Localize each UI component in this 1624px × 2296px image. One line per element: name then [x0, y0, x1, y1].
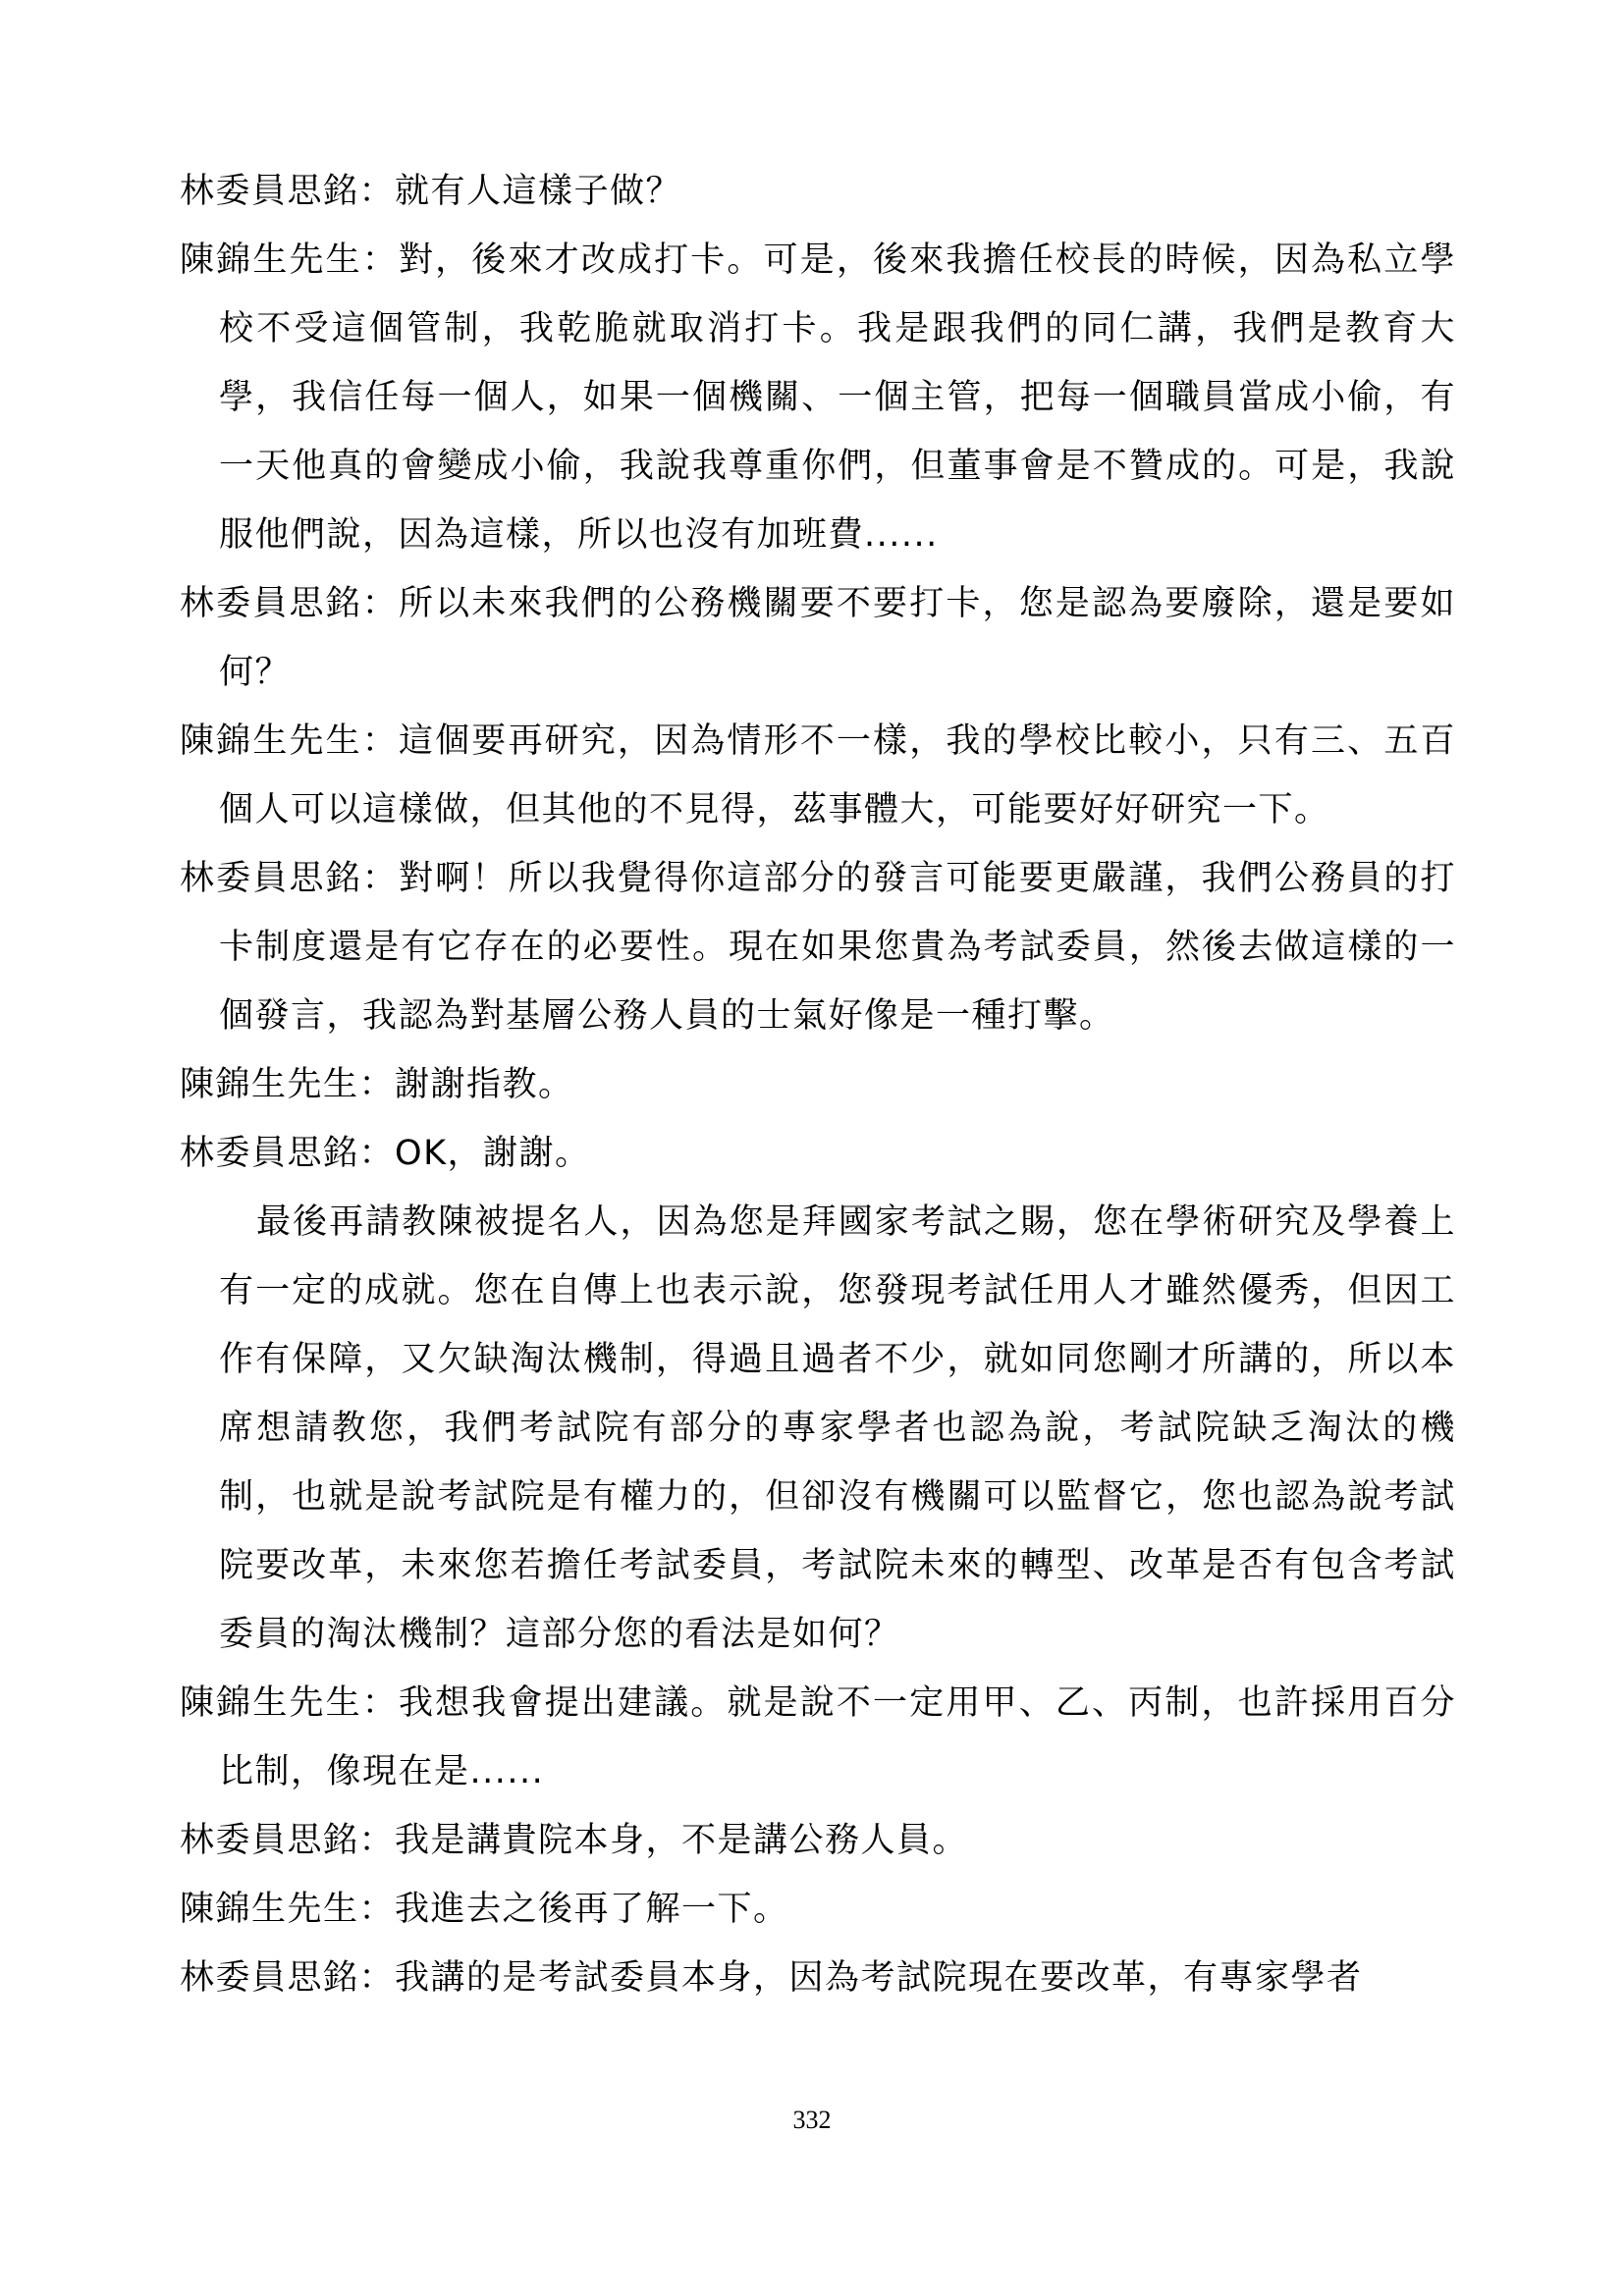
turn-text: 我想我會提出建議。就是說不一定用甲、乙、丙制，也許採用百分比制，像現在是...... [219, 1683, 1456, 1791]
speaker-label: 陳錦生先生： [180, 721, 399, 761]
turn-text: 就有人這樣子做？ [395, 172, 682, 211]
page-number: 332 [792, 2106, 832, 2134]
transcript-turn [180, 157, 1456, 226]
speaker-label: 陳錦生先生： [180, 1890, 396, 1929]
speaker-label: 陳錦生先生： [180, 1065, 396, 1104]
speaker-label: 林委員思銘： [180, 584, 399, 623]
transcript-turn [180, 226, 1456, 569]
speaker-label: 林委員思銘： [180, 172, 396, 211]
turn-text: 我進去之後再了解一下。 [395, 1890, 789, 1929]
transcript-turn [180, 1669, 1456, 1806]
speaker-label: 林委員思銘： [180, 1134, 396, 1173]
transcript-turn [180, 1806, 1456, 1875]
transcript-turn [180, 1944, 1456, 2012]
turn-text: 這個要再研究，因為情形不一樣，我的學校比較小，只有三、五百個人可以這樣做，但其他的不見得，茲事體大，可能要好好研究一下。 [219, 721, 1456, 829]
turn-text: OK，謝謝。 [395, 1134, 591, 1173]
turn-text: 所以未來我們的公務機關要不要打卡，您是認為要廢除，還是要如何？ [219, 584, 1456, 692]
speaker-label: 林委員思銘： [180, 859, 399, 898]
transcript-turn [180, 707, 1456, 844]
transcript-turn [180, 569, 1456, 707]
turn-text: 我是講貴院本身，不是講公務人員。 [395, 1821, 969, 1860]
transcript-body [180, 157, 1456, 2012]
speaker-label: 林委員思銘： [180, 1958, 396, 1998]
speaker-label: 陳錦生先生： [180, 240, 399, 280]
turn-text: 對，後來才改成打卡。可是，後來我擔任校長的時候，因為私立學校不受這個管制，我乾脆就取消打卡。我是跟我們的同仁講，我們是教育大學，我信任每一個人，如果一個機關、一個主管，把每一個職員當成小偷，有一天他真的會變成小偷，我說我尊重你們，但董事會是不贊成的。可是，我說服他們說，因為這樣，所以也沒有加班費...... [219, 240, 1456, 555]
turn-text: 我講的是考試委員本身，因為考試院現在要改革，有專家學者 [395, 1958, 1363, 1998]
turn-text: 最後再請教陳被提名人，因為您是拜國家考試之賜，您在學術研究及學養上有一定的成就。您在自傳上也表示說，您發現考試任用人才雖然優秀，但因工作有保障，又欠缺淘汰機制，得過且過者不少，就如同您剛才所講的，所以本席想請教您，我們考試院有部分的專家學者也認為說，考試院缺乏淘汰的機制，也就是說考試院是有權力的，但卻沒有機關可以監督它，您也認為說考試院要改革，未來您若擔任考試委員，考試院未來的轉型、改革是否有包含考試委員的淘汰機制？這部分您的看法是如何？ [219, 1202, 1456, 1654]
transcript-turn [180, 844, 1456, 1050]
turn-text: 謝謝指教。 [395, 1065, 574, 1104]
transcript-turn [180, 1875, 1456, 1944]
transcript-turn [180, 1050, 1456, 1119]
continuation-paragraph [180, 1188, 1456, 1669]
turn-text: 對啊！所以我覺得你這部分的發言可能要更嚴謹，我們公務員的打卡制度還是有它存在的必要性。現在如果您貴為考試委員，然後去做這樣的一個發言，我認為對基層公務人員的士氣好像是一種打擊。 [219, 859, 1456, 1036]
speaker-label: 陳錦生先生： [180, 1683, 399, 1723]
transcript-turn [180, 1119, 1456, 1188]
speaker-label: 林委員思銘： [180, 1821, 396, 1860]
